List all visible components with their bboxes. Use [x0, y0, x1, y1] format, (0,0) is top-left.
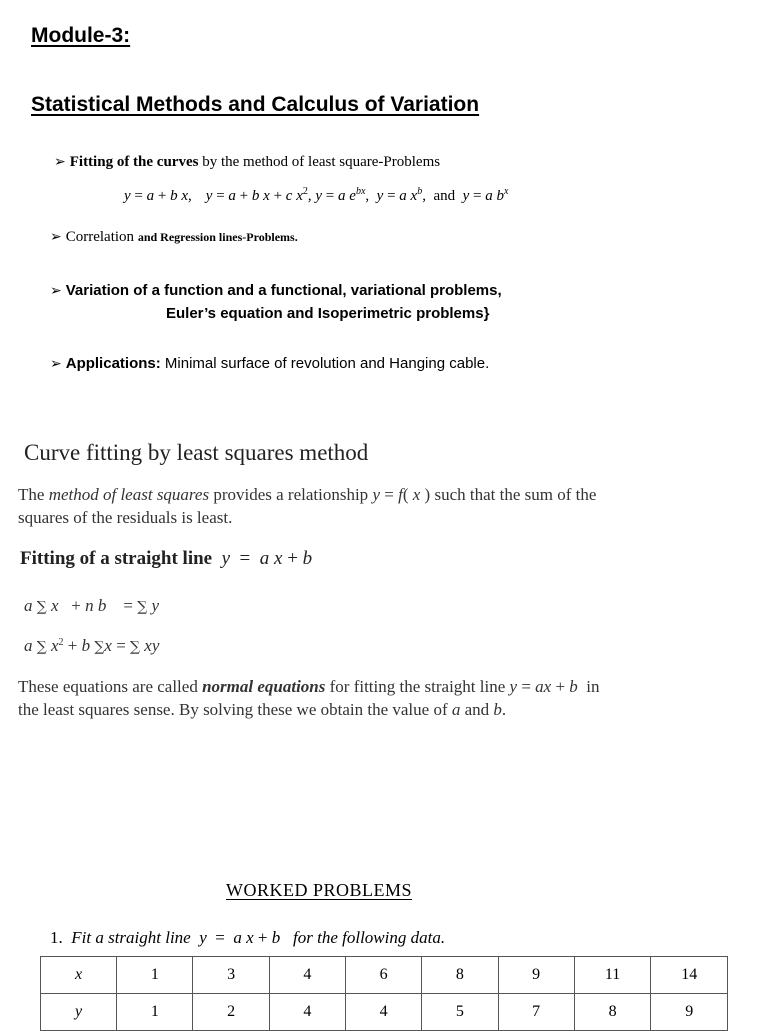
worked-problems-heading: WORKED PROBLEMS: [226, 880, 413, 900]
method-paragraph-line1: The method of least squares provides a relationship y = f( x ) such that the sum of the: [18, 485, 597, 504]
row-label-x: x: [41, 957, 117, 994]
table-row: [41, 994, 728, 1031]
and-word: and: [433, 188, 456, 204]
table-cell: 4: [269, 957, 345, 994]
arrow-bullet-icon: ➢: [50, 229, 62, 245]
curve-equations: y = a + b x, y = a + b x + c $x^2$, y = a $e^{bx}$, y = a $x^b$, and y = a $b^x$: [124, 186, 509, 204]
normal-equation-1: a ∑ x + n b = ∑ y: [24, 596, 160, 615]
arrow-bullet-icon: ➢: [50, 283, 62, 299]
module-title: Module-3:: [31, 24, 131, 47]
bullet-applications: ➢ Applications: Minimal surface of revolution and Hanging cable.: [50, 355, 490, 372]
method-paragraph-line2: squares of the residuals is least.: [18, 508, 233, 527]
straight-line-subheading: Fitting of a straight line y = a x + b: [20, 548, 313, 569]
bullet-fitting-curves: ➢ Fitting of the curves by the method of least square-Problems: [54, 154, 441, 170]
data-table: [40, 956, 728, 1031]
problem-1-statement: 1. Fit a straight line y = a x + b for the following data.: [50, 928, 446, 947]
table-cell: 8: [422, 957, 498, 994]
table-cell: 6: [346, 957, 422, 994]
row-label-y: y: [41, 994, 117, 1031]
subject-title: Statistical Methods and Calculus of Variation: [31, 93, 480, 116]
table-cell: 9: [498, 957, 574, 994]
bullet-variation: ➢ Variation of a function and a functional, variational problems,: [50, 282, 502, 299]
table-cell: 2: [193, 994, 269, 1031]
table-cell: 11: [574, 957, 651, 994]
table-cell: 5: [422, 994, 498, 1031]
bullet-correlation: ➢ Correlation and Regression lines-Problems.: [50, 229, 298, 245]
table-cell: 1: [117, 994, 193, 1031]
section-heading: Curve fitting by least squares method: [24, 440, 369, 465]
table-cell: 1: [117, 957, 193, 994]
table-cell: 14: [651, 957, 728, 994]
normal-equation-2: a ∑ $x^2 + b$ ∑x = ∑ xy: [24, 636, 160, 655]
table-cell: 8: [574, 994, 651, 1031]
bullet-variation-line2: Euler’s equation and Isoperimetric problems}: [166, 305, 490, 322]
arrow-bullet-icon: ➢: [54, 154, 66, 170]
normal-paragraph-line1: These equations are called normal equations for fitting the straight line y = ax + b in: [18, 677, 600, 696]
table-cell: 7: [498, 994, 574, 1031]
table-cell: 4: [346, 994, 422, 1031]
table-cell: 9: [651, 994, 728, 1031]
arrow-bullet-icon: ➢: [50, 356, 62, 372]
normal-paragraph-line2: the least squares sense. By solving these we obtain the value of a and b.: [18, 700, 507, 719]
table-cell: 3: [193, 957, 269, 994]
table-cell: 4: [269, 994, 345, 1031]
table-row: [41, 957, 728, 994]
